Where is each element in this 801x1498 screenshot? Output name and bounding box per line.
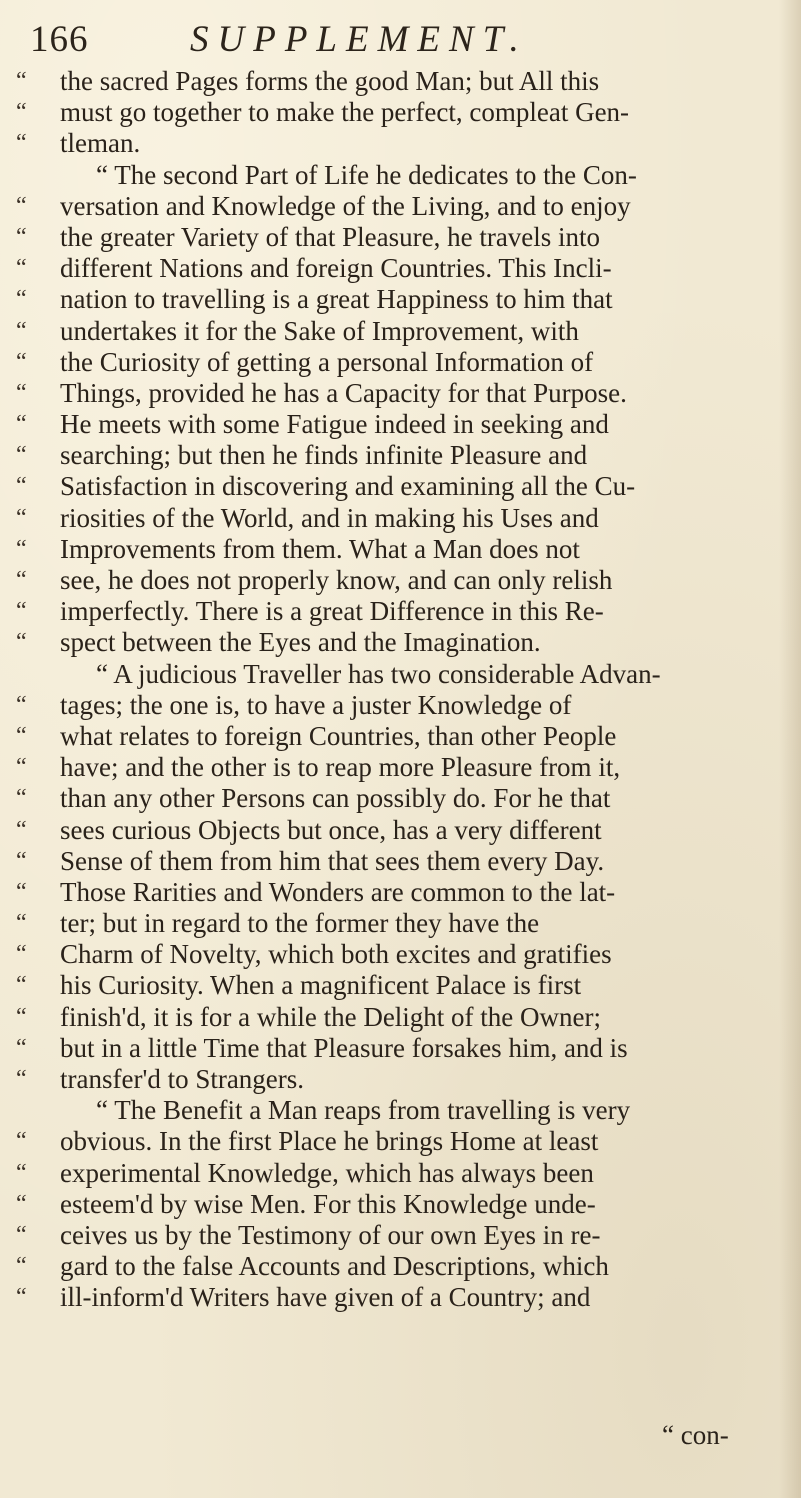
line-text: than any other Persons can possibly do. For he that [60,783,611,814]
line-text: versation and Knowledge of the Living, and to enjoy [60,190,631,221]
text-line [16,815,786,846]
line-text: Things, provided he has a Capacity for that Purpose. [60,377,627,408]
quotation-mark: “ [16,629,27,656]
line-text: transfer'd to Strangers. [60,1064,305,1094]
line-text: ill-inform'd Writers have given of a Country; and [60,1282,591,1313]
line-text: tleman. [60,128,141,159]
line-text: “ The second Part of Life he dedicates to the Con- [96,159,637,190]
line-text: obvious. In the first Place he brings Home at least [60,1126,599,1157]
catchword: “ con- [662,1420,729,1450]
line-text: must go together to make the perfect, compleat Gen- [60,97,630,128]
text-line [16,627,786,658]
line-text: He meets with some Fatigue indeed in seeking and [60,409,609,440]
line-text: “ The Benefit a Man reaps from travelling is very [96,1095,631,1126]
text-line [16,1282,786,1313]
line-text: what relates to foreign Countries, than other People [60,720,617,751]
text-line [16,409,786,440]
quotation-mark: “ [16,192,27,219]
line-text: ceives us by the Testimony of our own Eyes in re- [60,1219,601,1250]
line-text: have; and the other is to reap more Pleasure from it, [60,752,621,783]
quotation-mark: “ [16,379,27,406]
quotation-mark: “ [16,68,27,94]
quotation-mark: “ [16,910,27,937]
line-text: imperfectly. There is a great Difference in this Re- [60,596,604,627]
line-text: riosities of the World, and in making his Uses and [60,502,599,533]
line-text: nation to travelling is a great Happiness to him that [60,284,613,315]
text-line [16,471,786,502]
quotation-mark: “ [16,504,27,531]
quotation-mark: “ [16,722,27,749]
text-line [16,1251,786,1282]
line-text: the sacred Pages forms the good Man; but All this [60,66,600,96]
text-line [16,66,786,97]
running-head: SUPPLEMENT. [190,19,528,60]
text-line [16,1126,786,1157]
quotation-mark: “ [16,1159,27,1186]
line-text: tages; the one is, to have a juster Knowledge of [60,689,572,720]
text-line [16,253,786,284]
quotation-mark: “ [16,691,27,718]
text-line [16,160,786,191]
text-line [16,565,786,596]
page-number: 166 [30,19,89,60]
line-text: his Curiosity. When a magnificent Palace is first [60,970,582,1001]
quotation-mark: “ [16,130,27,157]
text-line [16,97,786,128]
text-line [16,284,786,315]
quotation-mark: “ [16,567,27,593]
quotation-mark: “ [16,1190,27,1217]
quotation-mark: “ [16,1284,27,1311]
text-line [16,783,786,814]
line-text: experimental Knowledge, which has always been [60,1157,594,1188]
quotation-mark: “ [16,535,27,562]
quotation-mark: “ [16,878,27,905]
line-text: ter; but in regard to the former they have the [60,908,540,939]
quotation-mark: “ [16,411,27,438]
line-text: the greater Variety of that Pleasure, he travels into [60,221,601,252]
quotation-mark: “ [16,598,27,625]
text-line [16,378,786,409]
body-text [16,66,786,1314]
line-text: Satisfaction in discovering and examining all the Cu- [60,471,636,502]
line-text: sees curious Objects but once, has a very different [60,814,602,845]
line-text: “ A judicious Traveller has two considerable Advan- [96,658,661,689]
quotation-mark: “ [16,286,27,313]
page-edge-shadow [779,0,801,1498]
text-line [16,316,786,347]
text-line [16,440,786,471]
text-line [16,846,786,877]
line-text: but in a little Time that Pleasure forsakes him, and is [60,1032,628,1063]
text-line [16,503,786,534]
line-text: undertakes it for the Sake of Improvement, with [60,315,579,346]
quotation-mark: “ [16,816,27,843]
quotation-mark: “ [16,348,27,375]
line-text: finish'd, it is for a while the Delight of the Owner; [60,1001,602,1032]
text-line [16,1220,786,1251]
quotation-mark: “ [16,473,27,500]
quotation-mark: “ [16,317,27,344]
text-line [16,596,786,627]
text-line [16,659,786,690]
page-header [30,16,770,64]
quotation-mark: “ [16,847,27,874]
text-line [16,1095,786,1126]
text-line [16,534,786,565]
line-text: gard to the false Accounts and Descriptions, which [60,1251,609,1282]
line-text: see, he does not properly know, and can only relish [60,565,613,595]
line-text: searching; but then he finds infinite Pleasure and [60,440,588,471]
quotation-mark: “ [16,1221,27,1248]
text-line [16,1064,786,1095]
text-line [16,1189,786,1220]
text-line [16,347,786,378]
line-text: different Nations and foreign Countries. This Incli- [60,253,612,284]
text-line [16,128,786,159]
quotation-mark: “ [16,785,27,812]
text-line [16,1002,786,1033]
text-line [16,690,786,721]
line-text: the Curiosity of getting a personal Information of [60,346,594,377]
text-line [16,939,786,970]
text-line [16,191,786,222]
quotation-mark: “ [16,255,27,282]
text-line [16,1033,786,1064]
quotation-mark: “ [16,1253,27,1280]
quotation-mark: “ [16,1034,27,1061]
text-line [16,877,786,908]
text-line [16,222,786,253]
quotation-mark: “ [16,1128,27,1155]
line-text: Improvements from them. What a Man does not [60,533,580,564]
quotation-mark: “ [16,941,27,968]
quotation-mark: “ [16,99,27,126]
line-text: Charm of Novelty, which both excites and gratifies [60,939,612,970]
quotation-mark: “ [16,754,27,781]
text-line [16,908,786,939]
text-line [16,721,786,752]
quotation-mark: “ [16,1003,27,1030]
quotation-mark: “ [16,972,27,999]
quotation-mark: “ [16,442,27,469]
line-text: Those Rarities and Wonders are common to the lat- [60,876,616,907]
line-text: esteem'd by wise Men. For this Knowledge unde- [60,1188,596,1219]
line-text: Sense of them from him that sees them every Day. [60,845,605,876]
text-line [16,1158,786,1189]
text-line [16,970,786,1001]
quotation-mark: “ [16,1066,27,1092]
line-text: spect between the Eyes and the Imagination. [60,627,541,658]
quotation-mark: “ [16,223,27,250]
text-line [16,752,786,783]
